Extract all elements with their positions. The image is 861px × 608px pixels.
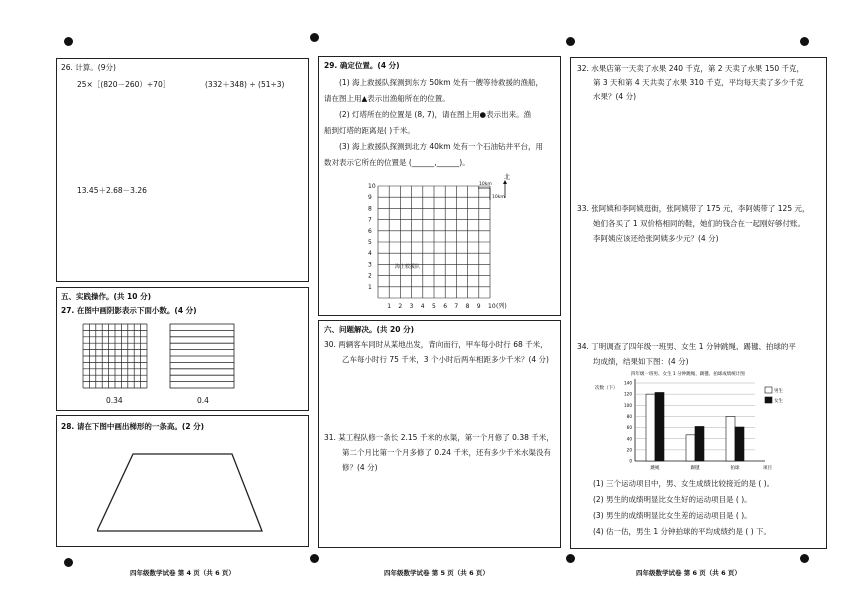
- bar-chart: [593, 369, 783, 479]
- page4-footer: 四年级数学试卷 第 4 页（共 6 页）: [130, 569, 235, 577]
- bar-girls: [695, 426, 704, 461]
- section6-title: 六、问题解决。(共 20 分): [324, 325, 415, 334]
- y-tick-label: 20: [626, 447, 632, 453]
- q27-panel: [56, 287, 309, 411]
- y-tick-label: 3: [368, 261, 372, 269]
- q28-text: 28. 请在下图中画出梯形的一条高。(2 分): [61, 422, 205, 431]
- q31-line3: 修？(4 分): [342, 463, 378, 472]
- x-tick-label: 踢毽: [690, 466, 700, 471]
- bar-girls: [735, 427, 744, 461]
- x-tick-label: 8: [465, 303, 470, 310]
- legend-label: 男生: [774, 389, 783, 394]
- y-tick-label: 100: [624, 402, 632, 408]
- punch-hole: [566, 554, 575, 563]
- bar-boys: [726, 416, 735, 461]
- x-tick-label: 10: [488, 303, 496, 310]
- q29-line6: 数对表示它所在的位置是 (______,______)。: [324, 158, 470, 167]
- q30-q31-panel: [318, 320, 561, 548]
- legend-label: 女生: [774, 399, 783, 404]
- y-tick-label: 4: [368, 250, 372, 258]
- scale-label-side: 10km: [492, 195, 505, 200]
- q29-line1: (1) 海上救援队探测到东方 50km 处有一艘等待救援的渔船，: [339, 78, 543, 87]
- q29-line4: 船到灯塔的距离是( )千米。: [324, 126, 415, 135]
- q27-text: 27. 在图中画阴影表示下面小数。(4 分): [61, 306, 197, 315]
- punch-hole: [310, 554, 319, 563]
- q26-expr2: (332＋348) ÷ (51÷3): [205, 80, 285, 89]
- section5-title: 五、实践操作。(共 10 分): [61, 292, 152, 301]
- tenth-strips[interactable]: [169, 323, 235, 389]
- punch-hole: [800, 554, 809, 563]
- y-tick-label: 1: [368, 283, 372, 291]
- y-tick-label: 80: [626, 414, 632, 420]
- q34-sub1: (1) 三个运动项目中，男、女生成绩比较接近的是 ( )。: [593, 479, 775, 488]
- q27-label-right: 0.4: [197, 396, 209, 405]
- q30-line2: 乙车每小时行 75 千米，3 个小时后两车相距多少千米？(4 分): [342, 355, 549, 364]
- q34-line2: 均成绩，结果如下图：(4 分): [593, 357, 689, 366]
- y-tick-label: 6: [368, 227, 372, 235]
- y-tick-label: 7: [368, 216, 372, 224]
- q30-line1: 30. 两辆客车同时从某地出发，背向而行，甲车每小时行 68 千米，: [324, 340, 548, 349]
- y-tick-label: 10: [368, 183, 376, 190]
- q32-line1: 32. 水果店第一天卖了水果 240 千克，第 2 天卖了水果 150 千克，: [577, 64, 805, 73]
- x-tick-label: 6: [443, 303, 448, 310]
- q27-label-left: 0.34: [106, 396, 123, 405]
- punch-hole: [566, 37, 575, 46]
- scale-label-top: 10km: [479, 182, 492, 187]
- hundred-grid[interactable]: [82, 323, 148, 389]
- punch-hole: [800, 37, 809, 46]
- q26-panel: [56, 58, 309, 282]
- x-tick-label: 4: [420, 303, 425, 310]
- q29-panel: [318, 56, 561, 316]
- q32-line2: 第 3 天和第 4 天共卖了水果 310 千克，平均每天卖了多少千克: [593, 78, 804, 87]
- q32-line3: 水果？(4 分): [593, 92, 637, 101]
- q29-heading: 29. 确定位置。(4 分): [324, 61, 400, 70]
- bar-girls: [655, 392, 664, 461]
- page6-panel: [570, 57, 827, 549]
- q29-line3: (2) 灯塔所在的位置是 (8, 7)，请在图上用●表示出来。渔: [339, 110, 532, 119]
- x-tick-label: 7: [454, 303, 459, 310]
- y-tick-label: 120: [624, 391, 632, 397]
- punch-hole: [310, 33, 319, 42]
- q28-panel: [56, 415, 309, 547]
- q34-sub4: (4) 估一估，男生 1 分钟拍球的平均成绩约是 ( ) 下。: [593, 527, 772, 536]
- bar-boys: [646, 394, 655, 461]
- y-tick-label: 140: [624, 380, 632, 386]
- y-tick-label: 40: [626, 436, 632, 442]
- y-tick-label: 5: [368, 239, 372, 246]
- punch-hole: [64, 558, 73, 567]
- grid-landmark-label: 海上救援队: [395, 264, 421, 270]
- position-grid[interactable]: [364, 172, 534, 312]
- chart-ylabel: 次数（下）: [595, 386, 618, 391]
- bar-boys: [686, 435, 695, 461]
- chart-xlabel: 项目: [763, 466, 772, 471]
- q31-line1: 31. 某工程队修一条长 2.15 千米的水渠，第一个月修了 0.38 千米，: [324, 433, 554, 442]
- q33-line1: 33. 张阿姨和李阿姨逛街，张阿姨带了 175 元，李阿姨带了 125 元，: [577, 204, 810, 213]
- q26-expr3: 13.45＋2.68－3.26: [77, 186, 147, 195]
- y-tick-label: 2: [368, 272, 372, 280]
- q26-expr1: 25×［(820－260）÷70］: [77, 80, 171, 89]
- q34-sub2: (2) 男生的成绩明显比女生好的运动项目是 ( )。: [593, 495, 752, 504]
- x-unit-label: (列): [496, 303, 507, 310]
- x-tick-label: 跳绳: [650, 466, 660, 471]
- y-tick-label: 60: [626, 425, 632, 431]
- page6-footer: 四年级数学试卷 第 6 页（共 6 页）: [636, 569, 741, 577]
- legend-swatch: [765, 387, 772, 393]
- q31-line2: 第二个月比第一个月多修了 0.24 千米，还有多少千米水渠没有: [342, 448, 551, 457]
- q29-line2: 请在图上用▲表示出渔船所在的位置。: [324, 94, 450, 103]
- q29-line5: (3) 海上救援队探测到北方 40km 处有一个石油钻井平台，用: [339, 142, 543, 151]
- page5-footer: 四年级数学试卷 第 5 页（共 6 页）: [384, 569, 489, 577]
- q33-line3: 李阿姨应该还给张阿姨多少元？(4 分): [593, 234, 719, 243]
- legend-swatch: [765, 397, 772, 403]
- y-tick-label: 8: [368, 205, 372, 213]
- q26-heading: 26. 计算。(9分): [61, 63, 116, 72]
- y-tick-label: 9: [368, 194, 372, 202]
- punch-hole: [64, 37, 73, 46]
- q34-sub3: (3) 男生的成绩明显比女生差的运动项目是 ( )。: [593, 511, 752, 520]
- q33-line2: 她们各买了 1 双价格相同的鞋，她们的钱合在一起刚好够付账。: [593, 219, 806, 228]
- x-tick-label: 9: [476, 303, 481, 310]
- y-tick-label: 0: [629, 458, 632, 464]
- chart-title: 四年级一班男、女生 1 分钟跳绳、踢毽、拍球成绩统计图: [631, 372, 745, 377]
- x-tick-label: 3: [409, 303, 414, 310]
- x-tick-label: 拍球: [730, 466, 740, 471]
- q34-line1: 34. 丁明调查了四年级一班男、女生 1 分钟跳绳、踢毽、拍球的平: [577, 342, 796, 351]
- north-label: 北: [504, 174, 511, 181]
- x-tick-label: 1: [387, 303, 392, 310]
- x-tick-label: 5: [432, 303, 436, 310]
- trapezoid[interactable]: [97, 446, 277, 541]
- x-tick-label: 2: [398, 303, 403, 310]
